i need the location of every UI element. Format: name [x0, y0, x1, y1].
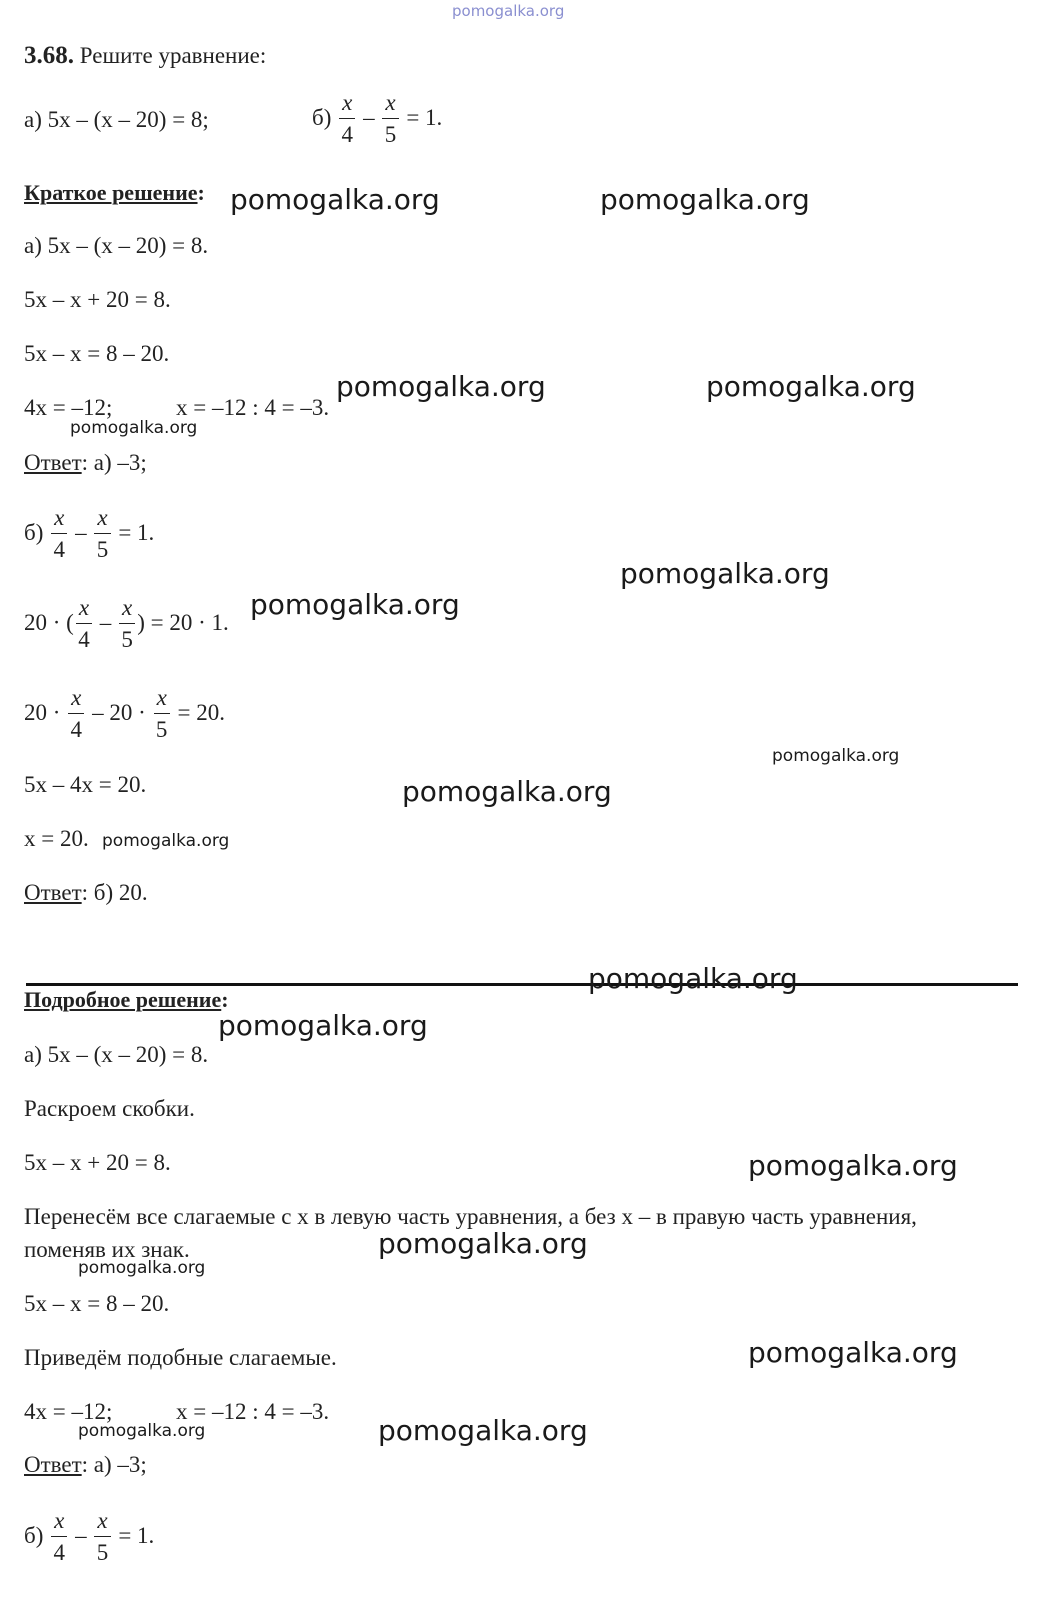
detailed-a-line2: 5x – x + 20 = 8. — [24, 1150, 171, 1175]
problem-part-a — [24, 106, 209, 134]
watermark: pomogalka.org — [230, 183, 440, 216]
short-a-line1: а) 5x – (x – 20) = 8. — [24, 233, 209, 258]
watermark: pomogalka.org — [600, 183, 810, 216]
problem-header — [24, 42, 266, 70]
watermark: pomogalka.org — [748, 1149, 958, 1182]
short-b-line2: 20 · ( $\frac{x}{4}$ – $\frac{x}{5}$ ) = 20 · 1. — [24, 595, 229, 652]
short-answer-a: Ответ: а) –3; — [24, 450, 147, 475]
detailed-answer-a: Ответ: а) –3; — [24, 1452, 147, 1477]
watermark: pomogalka.org — [620, 557, 830, 590]
watermark: pomogalka.org — [250, 588, 460, 621]
detailed-solution-heading: Подробное решение: — [24, 987, 229, 1012]
watermark: pomogalka.org — [378, 1227, 588, 1260]
part-a-label: а) — [24, 107, 42, 132]
short-b-line3: 20 · $\frac{x}{4}$ – 20 · $\frac{x}{5}$ = 20. — [24, 685, 226, 742]
watermark: pomogalka.org — [70, 418, 198, 438]
detailed-step3: Приведём подобные слагаемые. — [24, 1345, 337, 1370]
watermark: pomogalka.org — [378, 1414, 588, 1447]
watermark: pomogalka.org — [588, 962, 798, 995]
detailed-step2-line2: поменяв их знак. — [24, 1237, 190, 1262]
short-b-line1: б) $\frac{x}{4}$ – $\frac{x}{5}$ = 1. — [24, 505, 155, 562]
short-a-line4-left: 4x = –12; — [24, 395, 113, 420]
watermark: pomogalka.org — [78, 1421, 206, 1441]
short-b-line4: 5x – 4x = 20. — [24, 772, 147, 797]
problem-part-b: б) $\frac{x}{4}$ – $\frac{x}{5}$ = 1. — [312, 88, 442, 151]
watermark: pomogalka.org — [218, 1009, 428, 1042]
fraction-x-over-4: $\frac{x}{4}$ — [339, 88, 355, 151]
problem-number: 3.68. — [24, 42, 74, 69]
short-solution-heading: Краткое решение: — [24, 180, 205, 205]
detailed-a-line1: а) 5x – (x – 20) = 8. — [24, 1042, 209, 1067]
detailed-step1: Раскроем скобки. — [24, 1096, 195, 1121]
fraction-x-over-5: $\frac{x}{5}$ — [382, 88, 398, 151]
short-a-line3: 5x – x = 8 – 20. — [24, 341, 170, 366]
watermark: pomogalka.org — [336, 370, 546, 403]
short-a-line2: 5x – x + 20 = 8. — [24, 287, 171, 312]
watermark: pomogalka.org — [78, 1258, 206, 1278]
watermark: pomogalka.org — [402, 775, 612, 808]
watermark: pomogalka.org — [102, 831, 230, 851]
problem-statement: Решите уравнение: — [79, 43, 267, 68]
watermark: pomogalka.org — [748, 1336, 958, 1369]
part-a-equation: 5x – (x – 20) = 8; — [47, 107, 209, 132]
part-b-label: б) — [312, 104, 332, 130]
short-a-line4-right: x = –12 : 4 = –3. — [176, 395, 330, 420]
watermark: pomogalka.org — [706, 370, 916, 403]
detailed-step2-line1: Перенесём все слагаемые с x в левую часть уравнения, а без x – в правую часть уравнения, — [24, 1204, 917, 1229]
short-b-line5: x = 20. — [24, 826, 89, 851]
short-answer-b: Ответ: б) 20. — [24, 880, 148, 905]
detailed-a-line3: 5x – x = 8 – 20. — [24, 1291, 170, 1316]
detailed-a-line4-left: 4x = –12; — [24, 1399, 113, 1424]
detailed-a-line4-right: x = –12 : 4 = –3. — [176, 1399, 330, 1424]
watermark-top: pomogalka.org — [452, 2, 565, 20]
watermark: pomogalka.org — [772, 746, 900, 766]
section-divider — [26, 983, 1018, 986]
detailed-b-line1: б) $\frac{x}{4}$ – $\frac{x}{5}$ = 1. — [24, 1508, 155, 1565]
